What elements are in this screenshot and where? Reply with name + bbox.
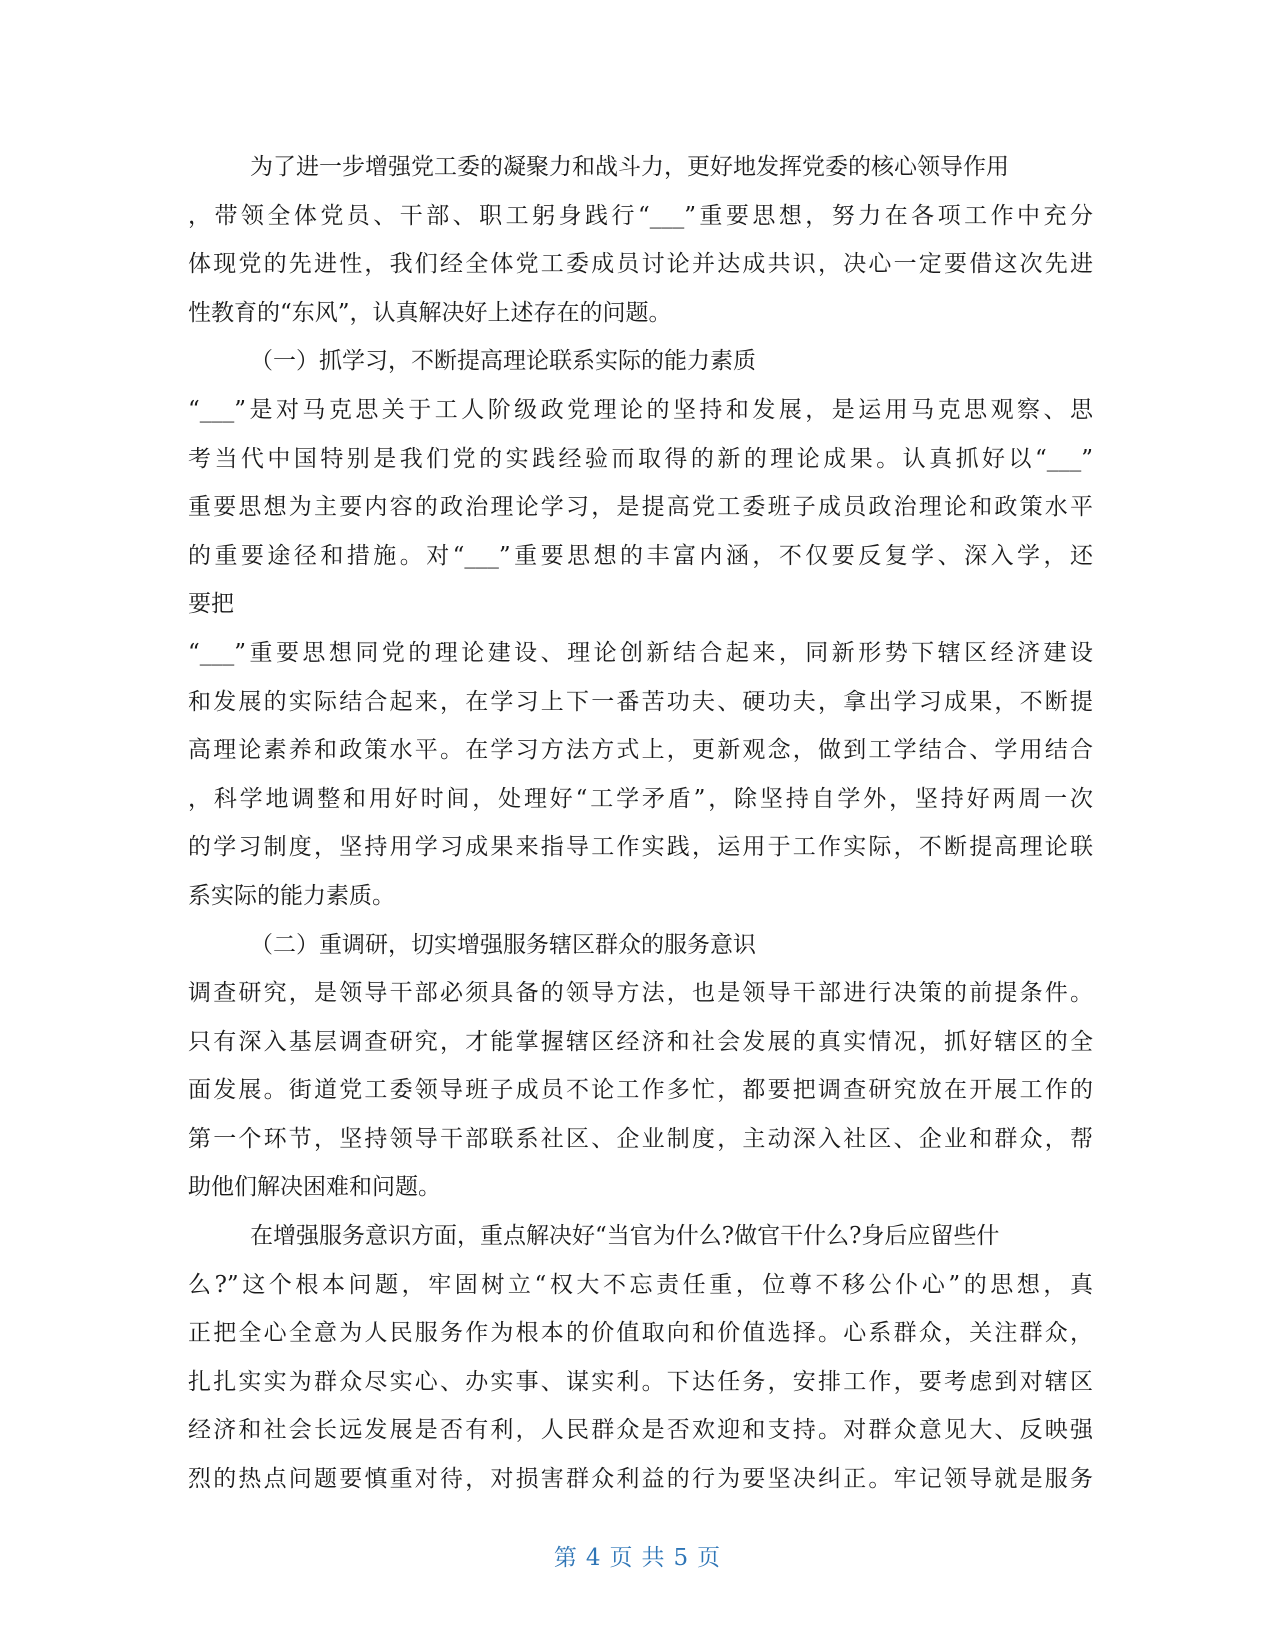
text-line: ，科学地调整和用好时间，处理好“工学矛盾”，除坚持自学外，坚持好两周一次 [188,785,1093,812]
text-line: 重要思想为主要内容的政治理论学习，是提高党工委班子成员政治理论和政策水平 [188,494,1093,521]
text-line: 在增强服务意识方面，重点解决好“当官为什么?做官干什么?身后应留些什 [250,1223,1000,1250]
footer-total-pages: 5 [673,1545,690,1571]
footer-current-page: 4 [585,1545,602,1571]
text-line: 调查研究，是领导干部必须具备的领导方法，也是领导干部进行决策的前提条件。 [188,980,1093,1007]
text-line: 扎扎实实为群众尽实心、办实事、谋实利。下达任务，安排工作，要考虑到对辖区 [188,1368,1093,1395]
text-line: （二）重调研，切实增强服务辖区群众的服务意识 [250,931,756,958]
footer-label-unit2: 页 [697,1545,722,1571]
text-line: 么?”这个根本问题，牢固树立“权大不忘责任重，位尊不移公仆心”的思想，真 [188,1271,1093,1298]
text-line: 助他们解决困难和问题。 [188,1174,441,1201]
text-line: 的学习制度，坚持用学习成果来指导工作实践，运用于工作实际，不断提高理论联 [188,834,1093,861]
text-line: “___”重要思想同党的理论建设、理论创新结合起来，同新形势下辖区经济建设 [188,639,1093,666]
text-line: 的重要途径和措施。对“___”重要思想的丰富内涵，不仅要反复学、深入学，还 [188,542,1093,569]
footer-label-unit: 页 [609,1545,634,1571]
text-line: 烈的热点问题要慎重对待，对损害群众利益的行为要坚决纠正。牢记领导就是服务 [188,1466,1093,1493]
text-line: 高理论素养和政策水平。在学习方法方式上，更新观念，做到工学结合、学用结合 [188,737,1093,764]
page-footer [0,1539,1275,1572]
text-line: （一）抓学习，不断提高理论联系实际的能力素质 [250,348,756,375]
text-line: 第一个环节，坚持领导干部联系社区、企业制度，主动深入社区、企业和群众，帮 [188,1125,1093,1152]
footer-label-page: 第 [553,1545,578,1571]
text-line: 只有深入基层调查研究，才能掌握辖区经济和社会发展的真实情况，抓好辖区的全 [188,1028,1093,1055]
text-line: ，带领全体党员、干部、职工躬身践行“___”重要思想，努力在各项工作中充分 [188,202,1093,229]
text-line: 和发展的实际结合起来，在学习上下一番苦功夫、硬功夫，拿出学习成果，不断提 [188,688,1093,715]
text-line: 为了进一步增强党工委的凝聚力和战斗力，更好地发挥党委的核心领导作用 [250,154,1009,180]
text-line: 考当代中国特别是我们党的实践经验而取得的新的理论成果。认真抓好以“___” [188,445,1093,472]
text-line: 经济和社会长远发展是否有利，人民群众是否欢迎和支持。对群众意见大、反映强 [188,1417,1093,1444]
text-line: 体现党的先进性，我们经全体党工委成员讨论并达成共识，决心一定要借这次先进 [188,251,1093,278]
text-line: 性教育的“东风”，认真解决好上述存在的问题。 [188,299,672,326]
text-line: 要把 [188,591,234,618]
document-body [188,143,1093,1504]
text-line: 正把全心全意为人民服务作为根本的价值取向和价值选择。心系群众，关注群众， [188,1320,1093,1347]
text-line: “___”是对马克思关于工人阶级政党理论的坚持和发展，是运用马克思观察、思 [188,396,1093,423]
footer-label-total: 共 [641,1545,666,1571]
text-line: 面发展。街道党工委领导班子成员不论工作多忙，都要把调查研究放在开展工作的 [188,1077,1093,1104]
text-line: 系实际的能力素质。 [188,882,395,909]
